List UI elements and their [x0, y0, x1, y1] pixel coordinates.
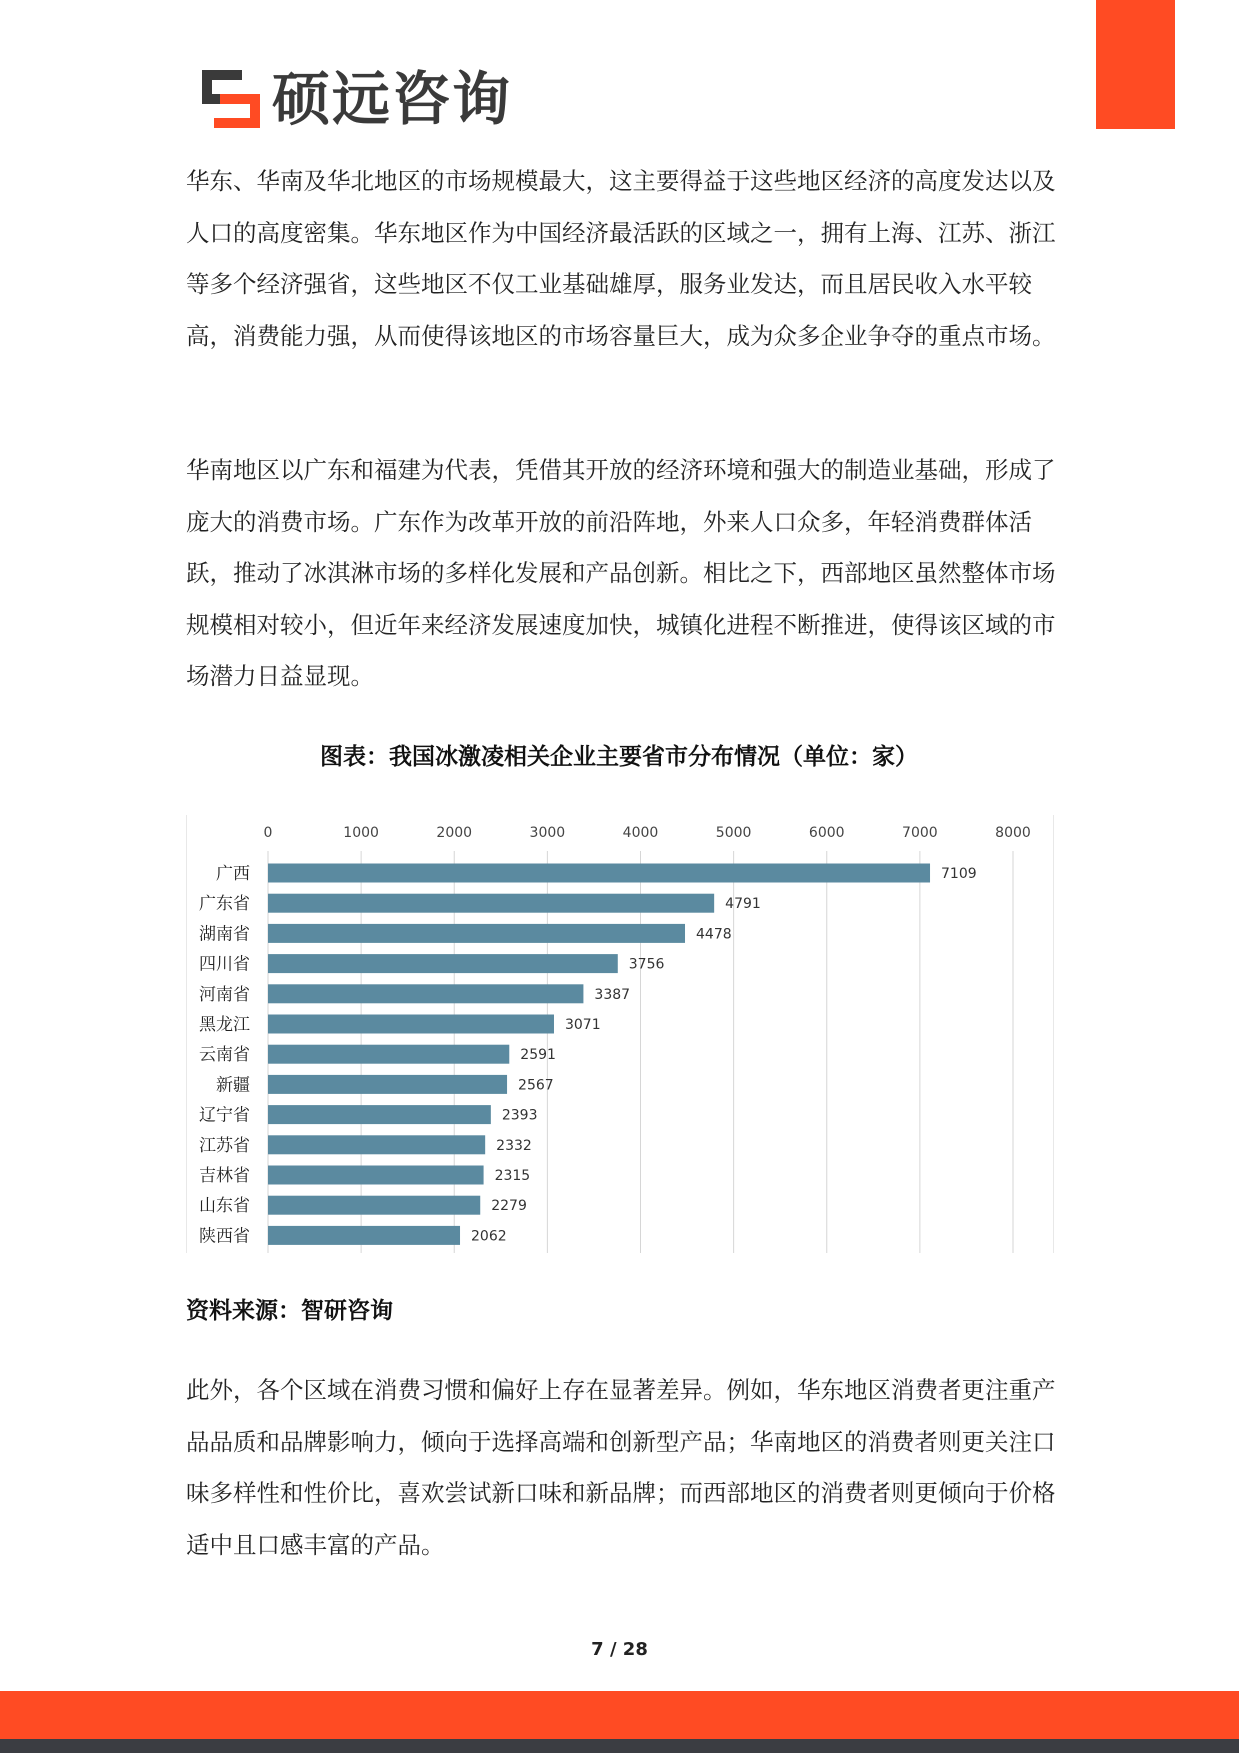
data-label: 2591	[520, 1047, 556, 1064]
paragraph-2: 华南地区以广东和福建为代表，凭借其开放的经济环境和强大的制造业基础，形成了庞大的消费市场。广东作为改革开放的前沿阵地，外来人口众多，年轻消费群体活跃，推动了冰淇淋市场的多样化发展和产品创新。相比之下，西部地区虽然整体市场规模相对较小，但近年来经济发展速度加快，城镇化进程不断推进，使得该区域的市场潜力日益显现。	[186, 456, 1056, 690]
data-label: 3756	[628, 956, 665, 973]
category-label: 广西	[216, 864, 250, 884]
bar-黑龙江	[268, 1015, 554, 1034]
bar-吉林省	[268, 1166, 484, 1185]
category-label: 黑龙江	[199, 1015, 250, 1035]
data-label: 4791	[725, 896, 761, 913]
corner-accent-tab	[1096, 0, 1175, 129]
axis-tick-label: 7000	[902, 825, 938, 841]
brand-name: 硕远咨询	[272, 65, 513, 133]
paragraph-1: 华东、华南及华北地区的市场规模最大，这主要得益于这些地区经济的高度发达以及人口的高度密集。华东地区作为中国经济最活跃的区域之一，拥有上海、江苏、浙江等多个经济强省，这些地区不仅工业基础雄厚，服务业发达，而且居民收入水平较高，消费能力强，从而使得该地区的市场容量巨大，成为众多企业争夺的重点市场。	[186, 167, 1056, 350]
bar-广西	[268, 864, 930, 883]
axis-tick-label: 3000	[529, 825, 566, 841]
category-label: 山东省	[199, 1196, 250, 1217]
data-label: 2567	[518, 1077, 554, 1094]
axis-tick-label: 8000	[995, 825, 1031, 841]
data-label: 2332	[496, 1137, 532, 1154]
data-label: 4478	[696, 926, 732, 943]
data-label: 2315	[494, 1168, 531, 1184]
bar-chart-svg	[187, 815, 1053, 1253]
axis-tick-label: 0	[263, 825, 273, 841]
category-label: 江苏省	[199, 1135, 250, 1156]
data-label: 2393	[501, 1107, 538, 1124]
bar-新疆	[268, 1075, 507, 1094]
bar-辽宁省	[268, 1105, 491, 1124]
data-label: 3387	[594, 986, 631, 1003]
brand-logo-icon	[202, 70, 260, 128]
footer-dark-band	[0, 1739, 1239, 1753]
chart-title: 图表：我国冰激凌相关企业主要省市分布情况（单位：家）	[320, 744, 918, 770]
bar-四川省	[268, 954, 618, 973]
axis-tick-label: 2000	[436, 825, 473, 841]
axis-tick-label: 5000	[715, 825, 752, 841]
paragraph-3: 此外，各个区域在消费习惯和偏好上存在显著差异。例如，华东地区消费者更注重产品品质和品牌影响力，倾向于选择高端和创新型产品；华南地区的消费者则更关注口味多样性和性价比，喜欢尝试新口味和新品牌；而西部地区的消费者则更倾向于价格适中且口感丰富的产品。	[186, 1376, 1056, 1559]
bar-江苏省	[268, 1135, 485, 1154]
axis-tick-label: 4000	[622, 825, 659, 841]
axis-tick-label: 6000	[808, 825, 845, 841]
bar-chart	[186, 815, 1054, 1253]
category-label: 陕西省	[199, 1226, 250, 1247]
axis-tick-label: 1000	[343, 825, 379, 841]
category-label: 河南省	[199, 984, 250, 1005]
bar-河南省	[268, 984, 583, 1003]
bar-云南省	[268, 1045, 509, 1064]
category-label: 湖南省	[199, 924, 250, 945]
category-label: 广东省	[199, 894, 250, 915]
data-label: 2279	[491, 1198, 527, 1215]
bar-陕西省	[268, 1226, 460, 1245]
brand-logo	[202, 65, 513, 133]
page-number: 7 / 28	[591, 1639, 648, 1660]
category-label: 云南省	[199, 1045, 250, 1066]
data-label: 2062	[471, 1228, 507, 1245]
data-label: 3071	[564, 1017, 601, 1033]
footer-accent-band	[0, 1691, 1239, 1739]
data-label: 7109	[941, 866, 977, 882]
category-label: 四川省	[199, 954, 250, 975]
category-label: 吉林省	[199, 1166, 250, 1186]
category-label: 辽宁省	[199, 1105, 250, 1126]
data-source: 资料来源：智研咨询	[186, 1298, 393, 1324]
category-label: 新疆	[216, 1075, 250, 1096]
bar-山东省	[268, 1196, 480, 1215]
bar-湖南省	[268, 924, 685, 943]
bar-广东省	[268, 894, 714, 913]
